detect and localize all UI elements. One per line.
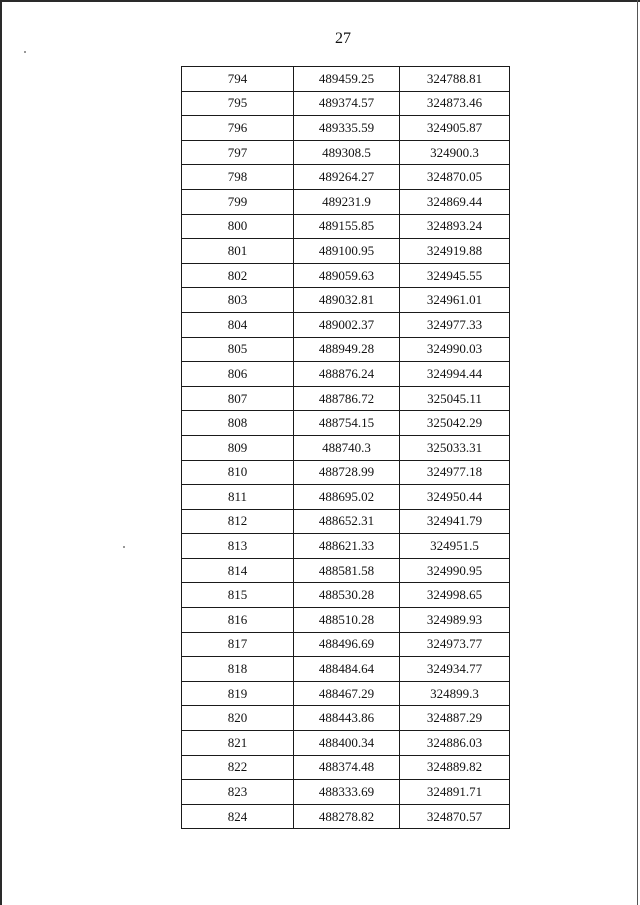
y-coordinate-cell: 324870.05: [400, 165, 510, 190]
table-row: [182, 91, 510, 116]
y-coordinate-cell: 324893.24: [400, 214, 510, 239]
point-number-cell: 815: [182, 583, 294, 608]
x-coordinate-cell: 488374.48: [294, 755, 400, 780]
y-coordinate-cell: 324891.71: [400, 780, 510, 805]
x-coordinate-cell: 488278.82: [294, 804, 400, 829]
table-row: [182, 67, 510, 92]
x-coordinate-cell: 489308.5: [294, 140, 400, 165]
y-coordinate-cell: 324994.44: [400, 362, 510, 387]
x-coordinate-cell: 488786.72: [294, 386, 400, 411]
y-coordinate-cell: 324934.77: [400, 657, 510, 682]
x-coordinate-cell: 488510.28: [294, 608, 400, 633]
scan-border-left: [0, 0, 2, 905]
table-row: [182, 485, 510, 510]
table-row: [182, 411, 510, 436]
table-row: [182, 558, 510, 583]
point-number-cell: 805: [182, 337, 294, 362]
point-number-cell: 824: [182, 804, 294, 829]
y-coordinate-cell: 324973.77: [400, 632, 510, 657]
table-row: [182, 534, 510, 559]
table-row: [182, 239, 510, 264]
x-coordinate-cell: 489032.81: [294, 288, 400, 313]
x-coordinate-cell: 488876.24: [294, 362, 400, 387]
point-number-cell: 806: [182, 362, 294, 387]
y-coordinate-cell: 324873.46: [400, 91, 510, 116]
x-coordinate-cell: 488740.3: [294, 435, 400, 460]
point-number-cell: 814: [182, 558, 294, 583]
x-coordinate-cell: 489059.63: [294, 263, 400, 288]
x-coordinate-cell: 488754.15: [294, 411, 400, 436]
y-coordinate-cell: 324900.3: [400, 140, 510, 165]
x-coordinate-cell: 488728.99: [294, 460, 400, 485]
point-number-cell: 802: [182, 263, 294, 288]
point-number-cell: 817: [182, 632, 294, 657]
y-coordinate-cell: 324998.65: [400, 583, 510, 608]
x-coordinate-cell: 489459.25: [294, 67, 400, 92]
point-number-cell: 812: [182, 509, 294, 534]
table-row: [182, 755, 510, 780]
y-coordinate-cell: 325042.29: [400, 411, 510, 436]
point-number-cell: 800: [182, 214, 294, 239]
point-number-cell: 807: [182, 386, 294, 411]
point-number-cell: 816: [182, 608, 294, 633]
table-row: [182, 337, 510, 362]
point-number-cell: 796: [182, 116, 294, 141]
point-number-cell: 809: [182, 435, 294, 460]
table-row: [182, 509, 510, 534]
x-coordinate-cell: 488652.31: [294, 509, 400, 534]
point-number-cell: 819: [182, 681, 294, 706]
y-coordinate-cell: 324889.82: [400, 755, 510, 780]
x-coordinate-cell: 489002.37: [294, 312, 400, 337]
y-coordinate-cell: 324788.81: [400, 67, 510, 92]
table-row: [182, 706, 510, 731]
table-row: [182, 362, 510, 387]
point-number-cell: 810: [182, 460, 294, 485]
y-coordinate-cell: 324886.03: [400, 731, 510, 756]
table-row: [182, 681, 510, 706]
y-coordinate-cell: 324941.79: [400, 509, 510, 534]
table-row: [182, 288, 510, 313]
x-coordinate-cell: 488581.58: [294, 558, 400, 583]
point-number-cell: 799: [182, 189, 294, 214]
coordinate-table: [181, 66, 510, 829]
table-row: [182, 312, 510, 337]
point-number-cell: 795: [182, 91, 294, 116]
point-number-cell: 797: [182, 140, 294, 165]
y-coordinate-cell: 325045.11: [400, 386, 510, 411]
table-row: [182, 263, 510, 288]
table-row: [182, 731, 510, 756]
x-coordinate-cell: 488484.64: [294, 657, 400, 682]
y-coordinate-cell: 324945.55: [400, 263, 510, 288]
x-coordinate-cell: 489100.95: [294, 239, 400, 264]
point-number-cell: 818: [182, 657, 294, 682]
table-row: [182, 214, 510, 239]
table-row: [182, 632, 510, 657]
scan-border-right: [637, 0, 638, 905]
x-coordinate-cell: 488530.28: [294, 583, 400, 608]
point-number-cell: 808: [182, 411, 294, 436]
table-row: [182, 189, 510, 214]
table-row: [182, 583, 510, 608]
table-row: [182, 780, 510, 805]
table-row: [182, 140, 510, 165]
point-number-cell: 801: [182, 239, 294, 264]
x-coordinate-cell: 488467.29: [294, 681, 400, 706]
point-number-cell: 822: [182, 755, 294, 780]
x-coordinate-cell: 489335.59: [294, 116, 400, 141]
y-coordinate-cell: 324919.88: [400, 239, 510, 264]
table-row: [182, 386, 510, 411]
point-number-cell: 811: [182, 485, 294, 510]
scan-speck: [123, 546, 125, 548]
point-number-cell: 804: [182, 312, 294, 337]
x-coordinate-cell: 488333.69: [294, 780, 400, 805]
table-row: [182, 804, 510, 829]
x-coordinate-cell: 488443.86: [294, 706, 400, 731]
x-coordinate-cell: 488695.02: [294, 485, 400, 510]
y-coordinate-cell: 324905.87: [400, 116, 510, 141]
point-number-cell: 798: [182, 165, 294, 190]
point-number-cell: 820: [182, 706, 294, 731]
coordinate-table-body: [182, 67, 510, 829]
point-number-cell: 794: [182, 67, 294, 92]
y-coordinate-cell: 324951.5: [400, 534, 510, 559]
table-row: [182, 435, 510, 460]
y-coordinate-cell: 324990.95: [400, 558, 510, 583]
y-coordinate-cell: 324899.3: [400, 681, 510, 706]
table-row: [182, 460, 510, 485]
point-number-cell: 803: [182, 288, 294, 313]
point-number-cell: 823: [182, 780, 294, 805]
y-coordinate-cell: 324977.18: [400, 460, 510, 485]
x-coordinate-cell: 488621.33: [294, 534, 400, 559]
table-row: [182, 608, 510, 633]
x-coordinate-cell: 489264.27: [294, 165, 400, 190]
y-coordinate-cell: 324961.01: [400, 288, 510, 313]
y-coordinate-cell: 324977.33: [400, 312, 510, 337]
y-coordinate-cell: 324990.03: [400, 337, 510, 362]
y-coordinate-cell: 324989.93: [400, 608, 510, 633]
point-number-cell: 813: [182, 534, 294, 559]
x-coordinate-cell: 489231.9: [294, 189, 400, 214]
y-coordinate-cell: 324950.44: [400, 485, 510, 510]
x-coordinate-cell: 489374.57: [294, 91, 400, 116]
page-number: 27: [335, 30, 351, 47]
x-coordinate-cell: 488496.69: [294, 632, 400, 657]
y-coordinate-cell: 324887.29: [400, 706, 510, 731]
y-coordinate-cell: 324869.44: [400, 189, 510, 214]
scan-speck: [24, 51, 26, 53]
x-coordinate-cell: 488400.34: [294, 731, 400, 756]
table-row: [182, 657, 510, 682]
table-row: [182, 165, 510, 190]
y-coordinate-cell: 324870.57: [400, 804, 510, 829]
y-coordinate-cell: 325033.31: [400, 435, 510, 460]
point-number-cell: 821: [182, 731, 294, 756]
scan-border-top: [0, 0, 640, 2]
x-coordinate-cell: 488949.28: [294, 337, 400, 362]
table-row: [182, 116, 510, 141]
x-coordinate-cell: 489155.85: [294, 214, 400, 239]
